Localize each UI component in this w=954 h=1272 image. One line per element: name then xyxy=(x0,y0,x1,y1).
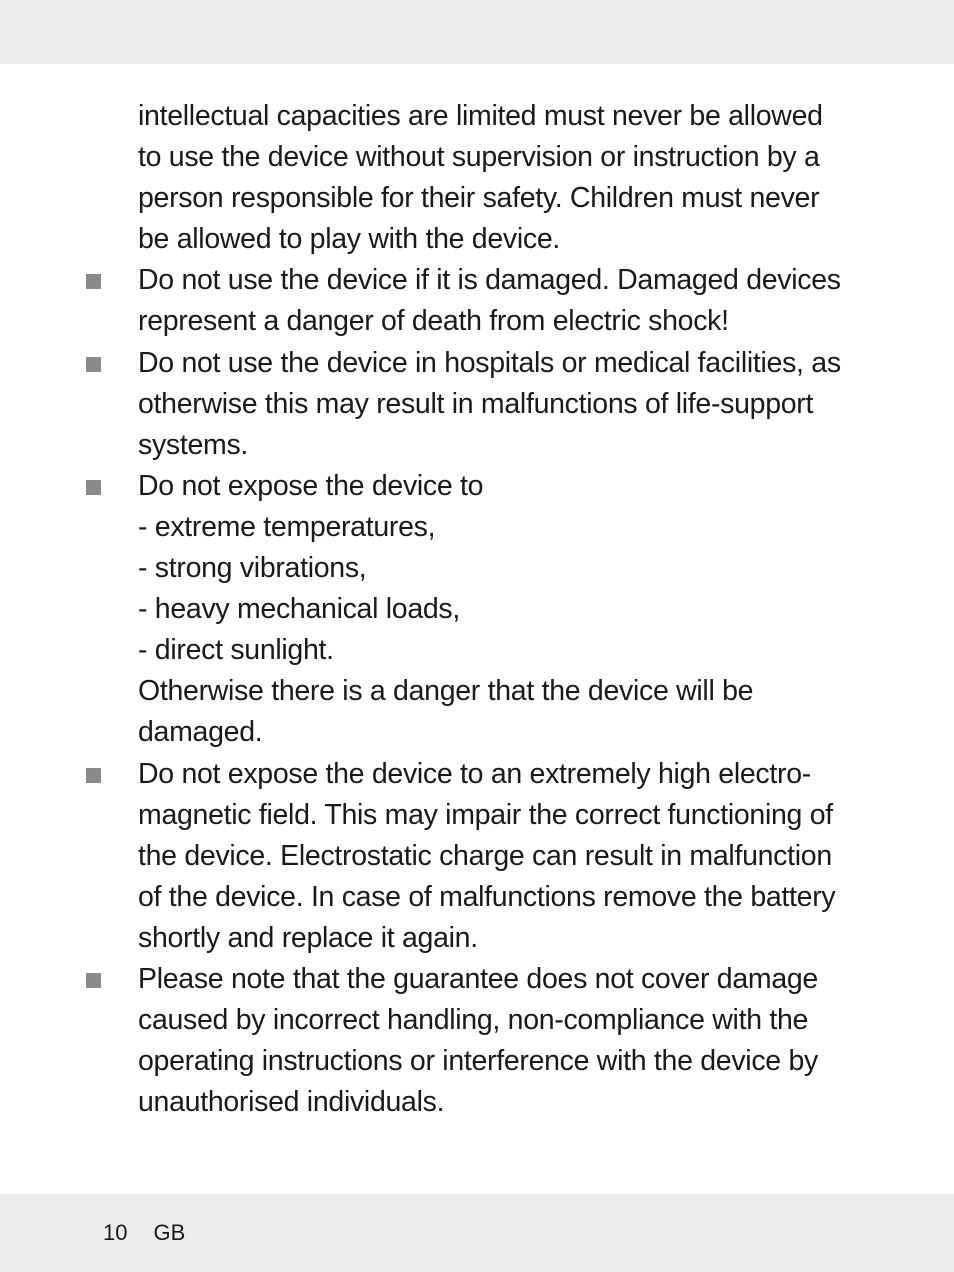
text-line: represent a danger of death from electric shock! xyxy=(138,305,729,338)
text-line: be allowed to play with the device. xyxy=(138,223,561,256)
language-code: GB xyxy=(153,1220,186,1245)
text-line: Do not use the device if it is damaged. Damaged devices xyxy=(138,264,841,297)
text-line: person responsible for their safety. Children must never xyxy=(138,182,820,215)
text-line: the device. Electrostatic charge can result in malfunction xyxy=(138,839,832,872)
text-line: - direct sunlight. xyxy=(138,634,334,667)
text-line: Do not expose the device to an extremely high electro- xyxy=(138,757,811,790)
page-footer xyxy=(103,1218,185,1248)
text-line: intellectual capacities are limited must never be allowed xyxy=(138,100,823,132)
text-line: operating instructions or interference with the device by xyxy=(138,1045,818,1078)
text-line: magnetic field. This may impair the correct functioning of xyxy=(138,798,833,831)
text-line: - strong vibrations, xyxy=(138,552,367,585)
square-bullet-icon xyxy=(86,357,101,372)
text-line: of the device. In case of malfunctions remove the battery xyxy=(138,880,836,913)
text-line: shortly and replace it again. xyxy=(138,921,478,954)
text-line: Do not expose the device to xyxy=(138,469,484,502)
text-line: - extreme temperatures, xyxy=(138,510,436,543)
text-line: damaged. xyxy=(138,716,263,749)
bullet-item-damaged-device xyxy=(0,260,858,342)
square-bullet-icon xyxy=(86,480,101,495)
text-line: Otherwise there is a danger that the device will be xyxy=(138,675,754,708)
page-content xyxy=(0,96,954,1123)
text-line: Please note that the guarantee does not cover damage xyxy=(138,962,818,995)
header-band xyxy=(0,0,954,64)
intro-paragraph xyxy=(0,96,858,260)
square-bullet-icon xyxy=(86,274,101,289)
bullet-item-do-not-expose xyxy=(0,466,858,754)
text-line: - heavy mechanical loads, xyxy=(138,593,461,626)
text-line: Do not use the device in hospitals or medical facilities, as xyxy=(138,346,841,379)
text-line: caused by incorrect handling, non-compliance with the xyxy=(138,1004,809,1037)
page-number: 10 xyxy=(103,1220,128,1245)
square-bullet-icon xyxy=(86,973,101,988)
bullet-item-guarantee xyxy=(0,959,858,1123)
text-line: unauthorised individuals. xyxy=(138,1086,445,1119)
text-line: to use the device without supervision or instruction by a xyxy=(138,141,820,174)
text-line: systems. xyxy=(138,428,249,461)
square-bullet-icon xyxy=(86,768,101,783)
bullet-item-electromagnetic-field xyxy=(0,754,858,959)
bullet-item-hospitals xyxy=(0,343,858,466)
text-line: otherwise this may result in malfunctions of life-support xyxy=(138,387,814,420)
